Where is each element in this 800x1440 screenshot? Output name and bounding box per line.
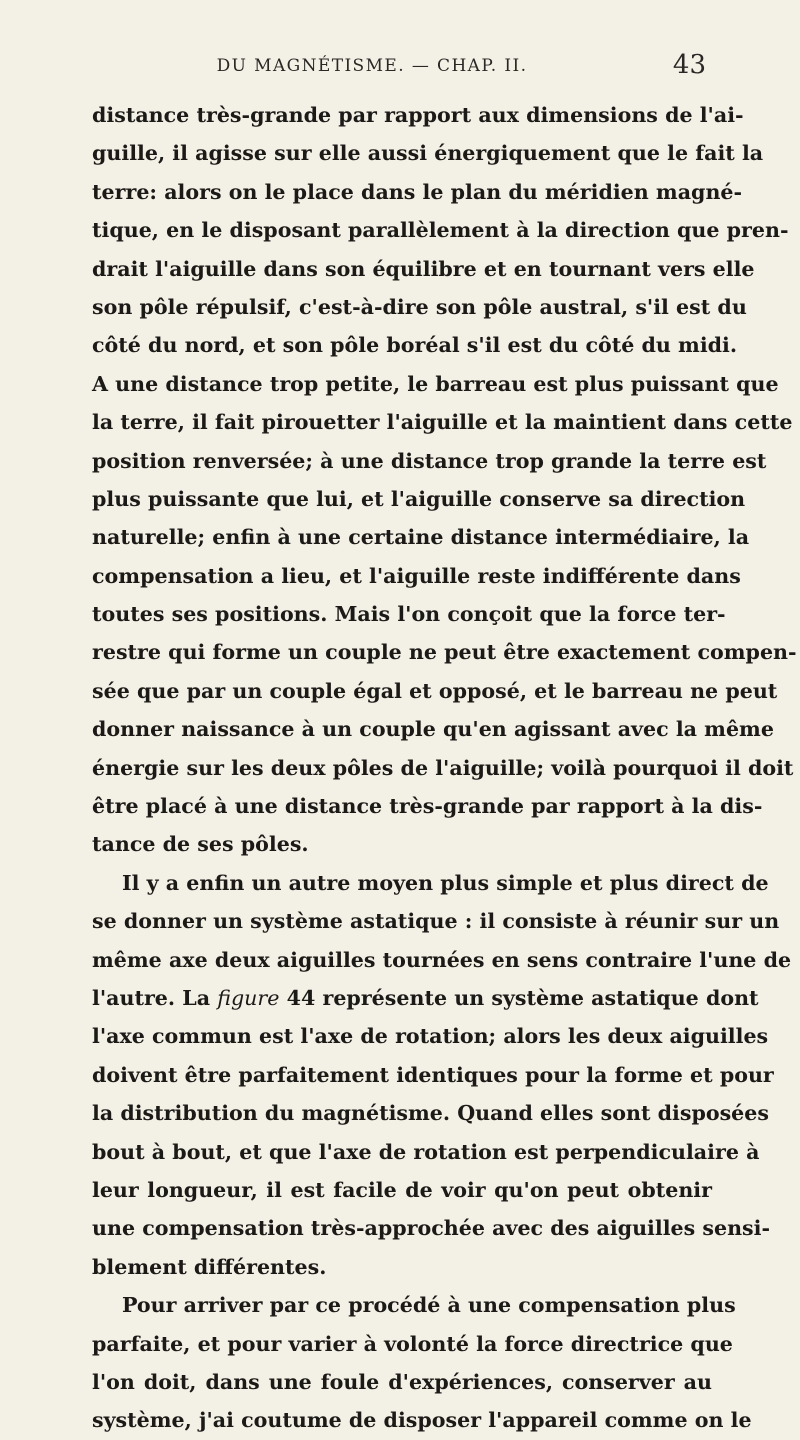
text-line: naturelle; enfin à une certaine distance intermédiaire, la [92, 525, 750, 550]
text-line: blement différentes. [92, 1254, 327, 1279]
text-line: l'axe commun est l'axe de rotation; alors les deux aiguilles [92, 1024, 769, 1049]
text-line: restre qui forme un couple ne peut être exactement compen- [92, 640, 797, 665]
text-line: la distribution du magnétisme. Quand elles sont disposées [92, 1101, 769, 1126]
text-line: bout à bout, et que l'axe de rotation est perpendiculaire à [92, 1139, 760, 1164]
text-line: son pôle répulsif, c'est-à-dire son pôle austral, s'il est du [92, 294, 747, 319]
text-line-figure-ref [92, 979, 759, 1017]
text-line: guille, il agisse sur elle aussi énergiquement que le fait la [92, 141, 764, 166]
text-line: être placé à une distance très-grande par rapport à la dis- [92, 794, 763, 819]
text-line: sée que par un couple égal et opposé, et le barreau ne peut [92, 678, 778, 703]
text-line: doivent être parfaitement identiques pour la forme et pour [92, 1062, 774, 1087]
text-line: A une distance trop petite, le barreau est plus puissant que [92, 371, 779, 396]
text-line: même axe deux aiguilles tournées en sens contraire l'une de [92, 947, 792, 972]
text-line: côté du nord, et son pôle boréal s'il est du côté du midi. [92, 333, 738, 358]
text-line: distance très-grande par rapport aux dimensions de l'ai- [92, 103, 744, 127]
text-line: Il y a enfin un autre moyen plus simple et plus direct de [122, 870, 769, 895]
text-line: système, j'ai coutume de disposer l'appareil comme on le [92, 1408, 752, 1433]
text-line: énergie sur les deux pôles de l'aiguille; voilà pourquoi il doit [92, 755, 794, 780]
text-line: donner naissance à un couple qu'en agissant avec la même [92, 717, 774, 742]
text-line: leur longueur, il est facile de voir qu'on peut obtenir [92, 1177, 712, 1202]
text-segment: l'autre. La [92, 985, 218, 1010]
figure-reference: figure [217, 985, 280, 1010]
text-line: position renversée; à une distance trop grande la terre est [92, 448, 767, 473]
text-line: tique, en le disposant parallèlement à la direction que pren- [92, 218, 789, 243]
text-line: plus puissante que lui, et l'aiguille conserve sa direction [92, 486, 746, 511]
text-line: une compensation très-approchée avec des aiguilles sensi- [92, 1216, 771, 1241]
text-line: se donner un système astatique : il consiste à réunir sur un [92, 909, 780, 934]
page-number: 43 [672, 50, 706, 80]
text-line: drait l'aiguille dans son équilibre et en tournant vers elle [92, 256, 755, 281]
text-line: toutes ses positions. Mais l'on conçoit que la force ter- [92, 602, 726, 627]
text-line: la terre, il fait pirouetter l'aiguille et la maintient dans cette [92, 410, 793, 435]
text-line: parfaite, et pour varier à volonté la force directrice que [92, 1331, 733, 1356]
text-line: l'on doit, dans une foule d'expériences, conserver au [92, 1369, 712, 1394]
running-head [92, 50, 712, 92]
text-line: tance de ses pôles. [92, 832, 309, 857]
text-segment: 44 représente un système astatique dont [279, 985, 759, 1010]
body-text [92, 96, 797, 1440]
text-line: compensation a lieu, et l'aiguille reste indifférente dans [92, 563, 741, 588]
running-title: DU MAGNÉTISME. — CHAP. II. [216, 56, 528, 76]
text-line: terre: alors on le place dans le plan du méridien magné- [92, 179, 743, 204]
text-line: Pour arriver par ce procédé à une compensation plus [122, 1293, 736, 1318]
